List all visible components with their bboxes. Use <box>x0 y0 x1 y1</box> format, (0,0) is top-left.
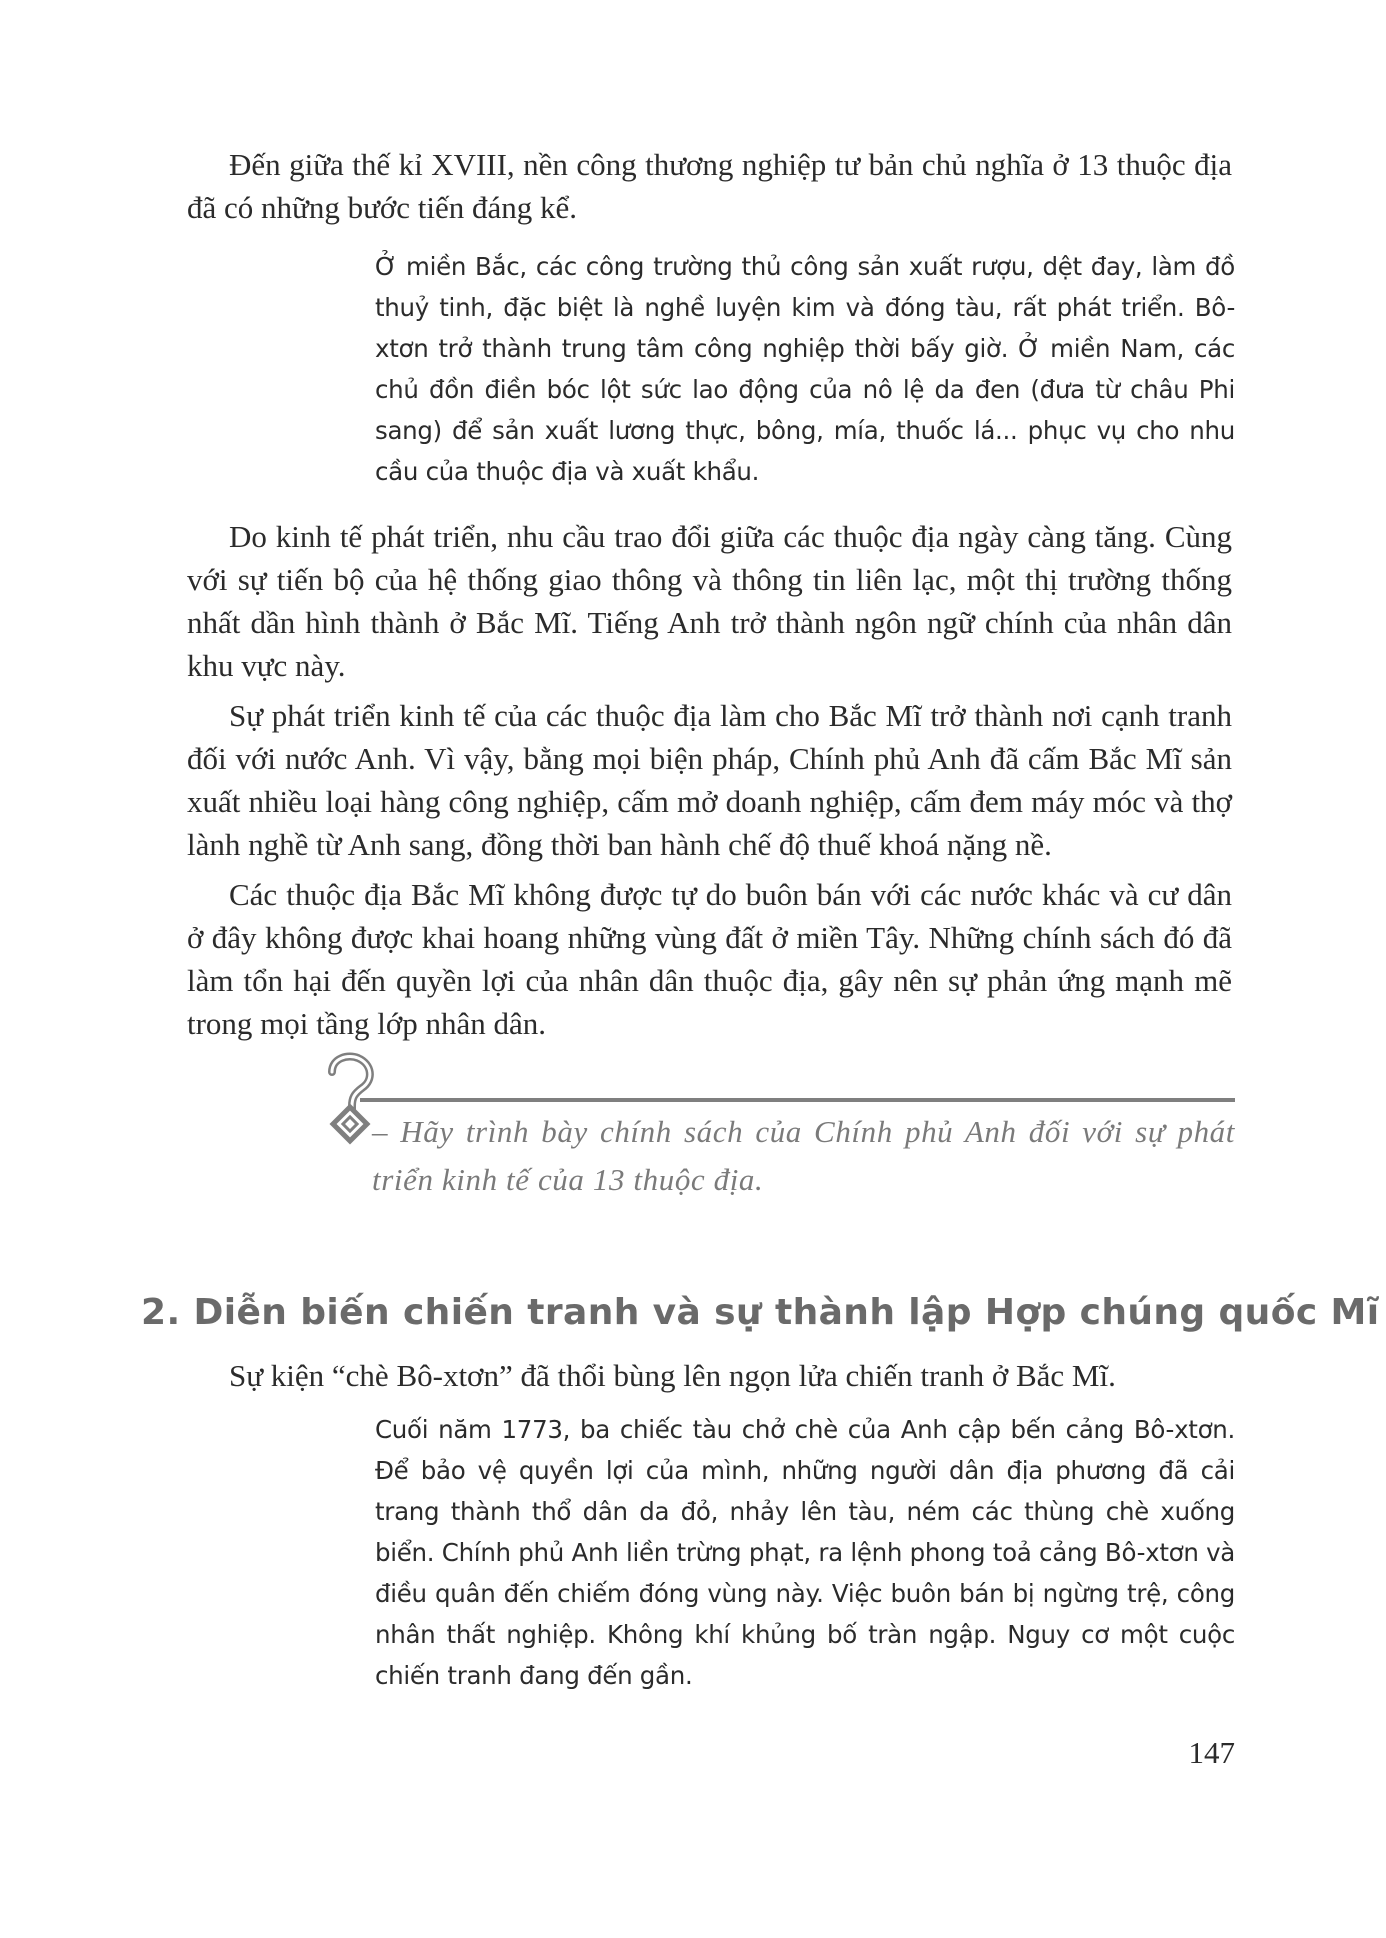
boston-tea-intro: Sự kiện “chè Bô-xtơn” đã thổi bùng lên ngọn lửa chiến tranh ở Bắc Mĩ. <box>229 1358 1116 1393</box>
british-policy-paragraph: Sự phát triển kinh tế của các thuộc địa làm cho Bắc Mĩ trở thành nơi cạnh tranh đối với nước Anh. Vì vậy, bằng mọi biện pháp, Chính phủ Anh đã cấm Bắc Mĩ sản xuất nhiều loại hàng công nghiệp, cấm mở doanh nghiệp, cấm đem máy móc và thợ lành nghề từ Anh sang, đồng thời ban hành chế độ thuế khoá nặng nề. <box>187 698 1232 862</box>
intro-paragraph: Đến giữa thế kỉ XVIII, nền công thương nghiệp tư bản chủ nghĩa ở 13 thuộc địa đã có những bước tiến đáng kể. <box>187 147 1232 225</box>
review-question: – Hãy trình bày chính sách của Chính phủ Anh đối với sự phát triển kinh tế của 13 thuộc địa. <box>372 1114 1235 1197</box>
section-heading: 2. Diễn biến chiến tranh và sự thành lập Hợp chúng quốc Mĩ <box>141 1292 1380 1333</box>
page-number: 147 <box>1188 1735 1235 1770</box>
economy-excerpt: Ở miền Bắc, các công trường thủ công sản xuất rượu, dệt đay, làm đồ thuỷ tinh, đặc biệt là nghề luyện kim và đóng tàu, rất phát triển. Bô-xtơn trở thành trung tâm công nghiệp thời bấy giờ. Ở miền Nam, các chủ đồn điền bóc lột sức lao động của nô lệ da đen (đưa từ châu Phi sang) để sản xuất lương thực, bông, mía, thuốc lá... phục vụ cho nhu cầu của thuộc địa và xuất khẩu. <box>375 252 1235 486</box>
boston-tea-excerpt: Cuối năm 1773, ba chiếc tàu chở chè của Anh cập bến cảng Bô-xtơn. Để bảo vệ quyền lợi của mình, những người dân địa phương đã cải trang thành thổ dân da đỏ, nhảy lên tàu, ném các thùng chè xuống biển. Chính phủ Anh liền trừng phạt, ra lệnh phong toả cảng Bô-xtơn và điều quân đến chiếm đóng vùng này. Việc buôn bán bị ngừng trệ, công nhân thất nghiệp. Không khí khủng bố tràn ngập. Nguy cơ một cuộc chiến tranh đang đến gần. <box>375 1415 1235 1690</box>
question-divider <box>360 1098 1235 1102</box>
restrictions-paragraph: Các thuộc địa Bắc Mĩ không được tự do buôn bán với các nước khác và cư dân ở đây không được khai hoang những vùng đất ở miền Tây. Những chính sách đó đã làm tổn hại đến quyền lợi của nhân dân thuộc địa, gây nên sự phản ứng mạnh mẽ trong mọi tầng lớp nhân dân. <box>187 877 1232 1041</box>
trade-paragraph: Do kinh tế phát triển, nhu cầu trao đổi giữa các thuộc địa ngày càng tăng. Cùng với sự tiến bộ của hệ thống giao thông và thông tin liên lạc, một thị trường thống nhất dần hình thành ở Bắc Mĩ. Tiếng Anh trở thành ngôn ngữ chính của nhân dân khu vực này. <box>187 519 1232 683</box>
